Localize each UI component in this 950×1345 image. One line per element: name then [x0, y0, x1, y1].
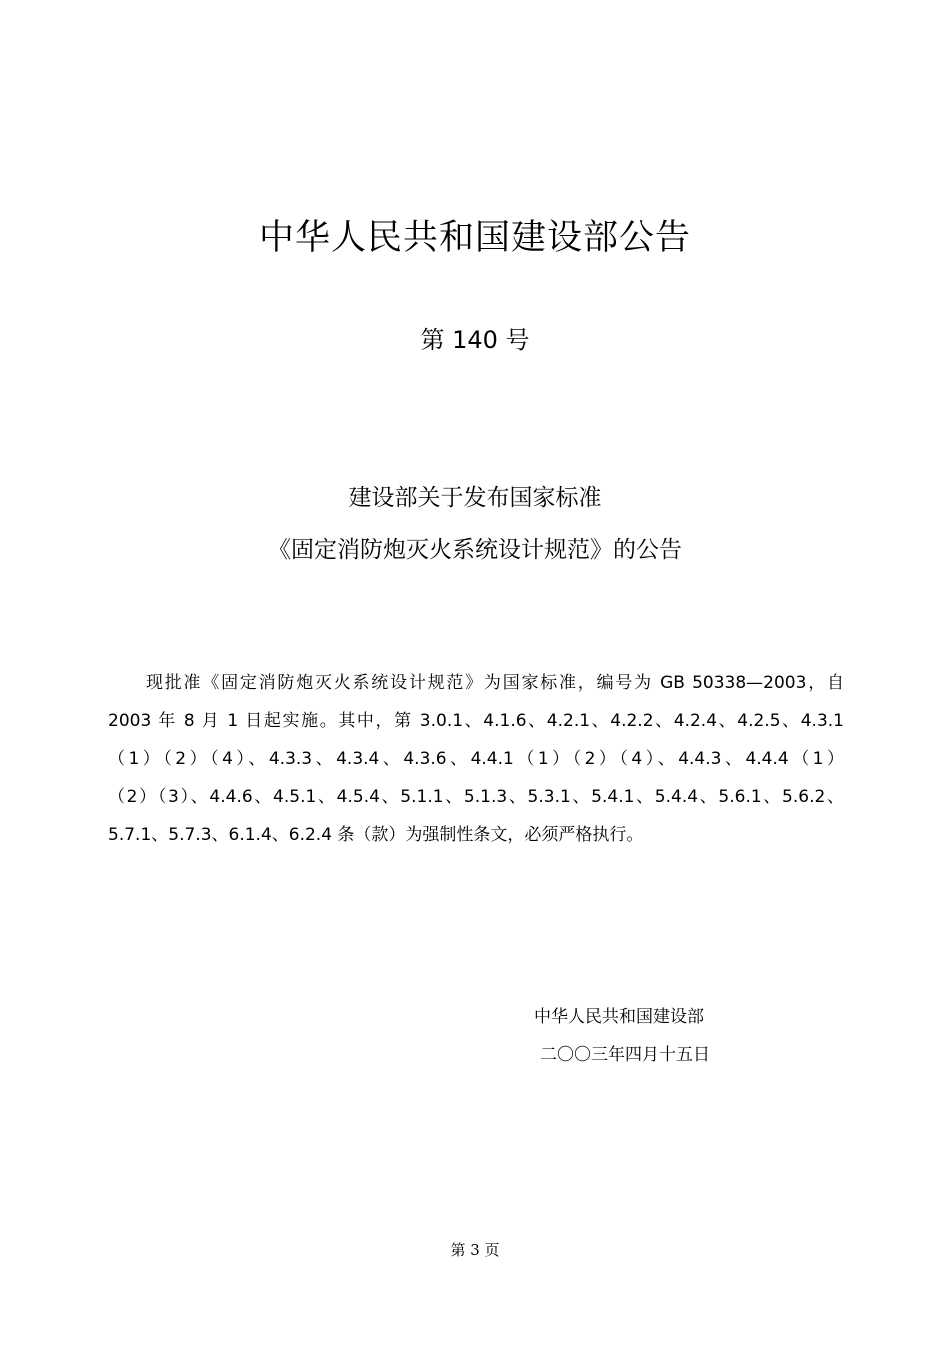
announcement-body: [108, 664, 844, 854]
body-line: （1）（2）（4）、4.3.3、4.3.4、4.3.6、4.4.1（1）（2）（4）、4.4.3、4.4.4（1）: [108, 749, 844, 769]
issue-date: 二〇〇三年四月十五日: [540, 1045, 710, 1065]
body-line: （2）（3）、4.4.6、4.5.1、4.5.4、5.1.1、5.1.3、5.3.1、5.4.1、5.4.4、5.6.1、5.6.2、: [108, 787, 844, 807]
body-line: 2003 年 8 月 1 日起实施。其中，第 3.0.1、4.1.6、4.2.1、4.2.2、4.2.4、4.2.5、4.3.1: [108, 711, 844, 731]
body-line: 5.7.1、5.7.3、6.1.4、6.2.4 条（款）为强制性条文，必须严格执行。: [108, 825, 644, 845]
announcement-title: 中华人民共和国建设部公告: [258, 218, 691, 258]
body-line: 现批准《固定消防炮灭火系统设计规范》为国家标准，编号为 GB 50338—2003，自: [146, 673, 844, 693]
issuer-signature: 中华人民共和国建设部: [534, 1007, 704, 1027]
page-number: 第 3 页: [450, 1241, 500, 1259]
announcement-number: 第 140 号: [420, 326, 530, 354]
announcement-heading-line-1: 建设部关于发布国家标准: [348, 485, 602, 511]
announcement-heading-line-2: 《固定消防炮灭火系统设计规范》的公告: [268, 537, 682, 563]
